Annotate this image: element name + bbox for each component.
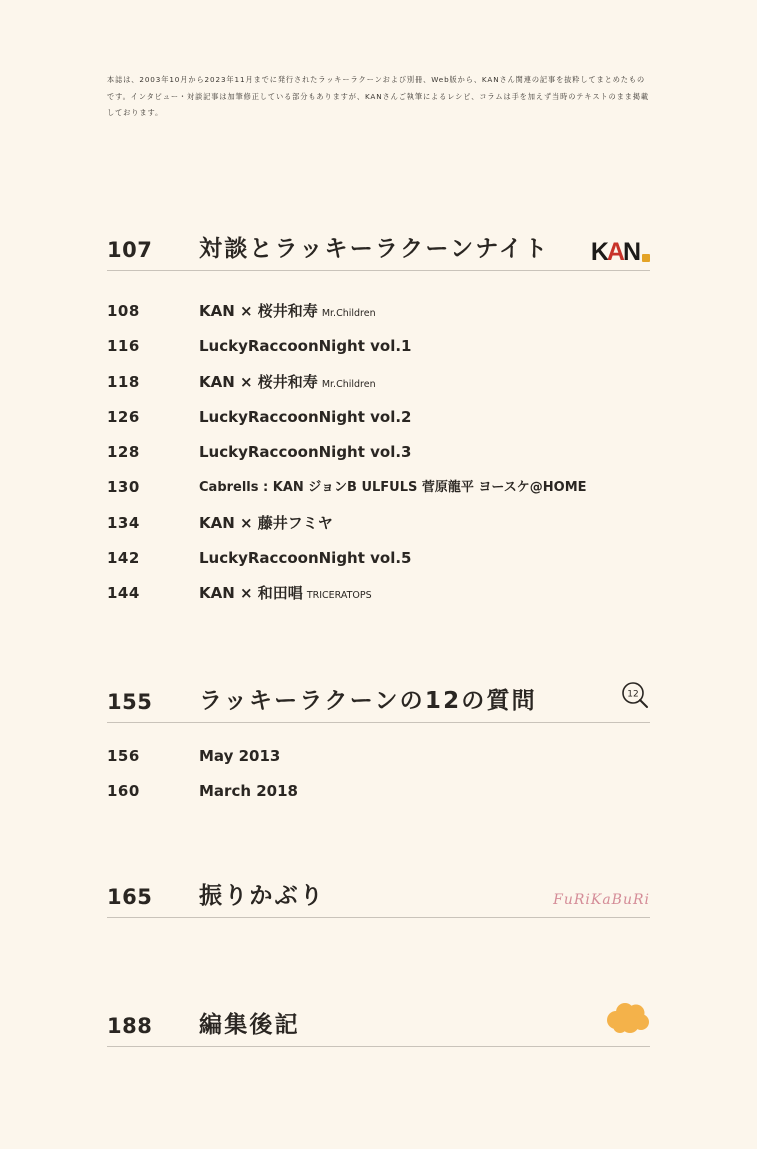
toc-section-talk bbox=[107, 230, 650, 612]
section-title[interactable]: 対談とラッキーラクーンナイト bbox=[199, 236, 550, 262]
entry-page-number: 128 bbox=[107, 443, 140, 462]
entry-page-number: 118 bbox=[107, 372, 140, 391]
toc-entry[interactable] bbox=[107, 470, 650, 505]
toc-entry[interactable] bbox=[107, 294, 650, 329]
entry-title: KAN × 和田唱 TRICERATOPS bbox=[199, 584, 372, 603]
toc-section-afterword bbox=[107, 1006, 650, 1047]
toc-section-12-questions bbox=[107, 682, 650, 810]
entry-page-number: 144 bbox=[107, 584, 140, 603]
entry-page-number: 126 bbox=[107, 407, 140, 426]
entry-title: Cabrells : KAN ジョンB ULFULS 菅原龍平 ヨースケ@HOME bbox=[199, 480, 587, 496]
entry-title: LuckyRaccoonNight vol.2 bbox=[199, 407, 412, 426]
section-heading bbox=[107, 682, 650, 723]
toc-entry[interactable] bbox=[107, 506, 650, 541]
entry-title: March 2018 bbox=[199, 782, 298, 801]
entry-subtitle: TRICERATOPS bbox=[306, 590, 372, 602]
section-page-number[interactable]: 107 bbox=[107, 238, 153, 262]
entry-list bbox=[107, 739, 650, 810]
cloud-icon bbox=[604, 1001, 650, 1039]
entry-page-number: 130 bbox=[107, 478, 140, 497]
toc-section-furikaburi bbox=[107, 877, 650, 918]
section-page-number[interactable]: 165 bbox=[107, 885, 153, 909]
toc-entry[interactable] bbox=[107, 400, 650, 435]
toc-entry[interactable] bbox=[107, 541, 650, 576]
entry-page-number: 160 bbox=[107, 782, 140, 801]
magnifier-12-icon bbox=[620, 680, 650, 714]
section-heading bbox=[107, 1006, 650, 1047]
entry-title: May 2013 bbox=[199, 747, 281, 765]
furikaburi-script-logo: FuRiKaBuRi bbox=[553, 892, 650, 908]
section-title[interactable]: ラッキーラクーンの12の質問 bbox=[199, 688, 537, 714]
entry-list bbox=[107, 294, 650, 612]
entry-page-number: 142 bbox=[107, 549, 140, 568]
entry-title: LuckyRaccoonNight vol.1 bbox=[199, 337, 412, 356]
entry-title: KAN × 桜井和寿 Mr.Children bbox=[199, 302, 376, 320]
intro-note: 本誌は、2003年10月から2023年11月までに発行されたラッキーラクーンおよび別冊、Web版から、KANさん関連の記事を抜粋してまとめたものです。インタビュー・対談記事は加筆修正している部分もありますが、KANさんご執筆によるレシピ、コラムは手を加えず当時のテキストのまま掲載しております。 bbox=[107, 75, 649, 117]
section-heading bbox=[107, 230, 650, 271]
entry-title: LuckyRaccoonNight vol.3 bbox=[199, 443, 412, 462]
toc-entry[interactable] bbox=[107, 739, 650, 774]
entry-title: KAN × 桜井和寿 Mr.Children bbox=[199, 372, 376, 391]
entry-title: KAN × 藤井フミヤ bbox=[199, 513, 333, 532]
toc-entry[interactable] bbox=[107, 365, 650, 400]
entry-subtitle: Mr.Children bbox=[321, 308, 376, 319]
kan-logo-dot bbox=[642, 254, 650, 262]
section-page-number[interactable]: 155 bbox=[107, 690, 153, 714]
kan-logo: K A N bbox=[591, 240, 650, 264]
section-title[interactable]: 振りかぶり bbox=[199, 883, 325, 909]
entry-page-number: 116 bbox=[107, 337, 140, 356]
svg-text:12: 12 bbox=[627, 689, 639, 700]
entry-subtitle: Mr.Children bbox=[321, 378, 376, 390]
toc-entry[interactable] bbox=[107, 576, 650, 611]
toc-entry[interactable] bbox=[107, 774, 650, 809]
entry-title: LuckyRaccoonNight vol.5 bbox=[199, 549, 412, 568]
section-page-number[interactable]: 188 bbox=[107, 1014, 153, 1038]
toc-entry[interactable] bbox=[107, 329, 650, 364]
entry-page-number: 108 bbox=[107, 302, 140, 320]
toc-entry[interactable] bbox=[107, 435, 650, 470]
section-title[interactable]: 編集後記 bbox=[199, 1012, 300, 1038]
section-heading bbox=[107, 877, 650, 918]
entry-page-number: 134 bbox=[107, 513, 140, 532]
entry-page-number: 156 bbox=[107, 747, 140, 765]
